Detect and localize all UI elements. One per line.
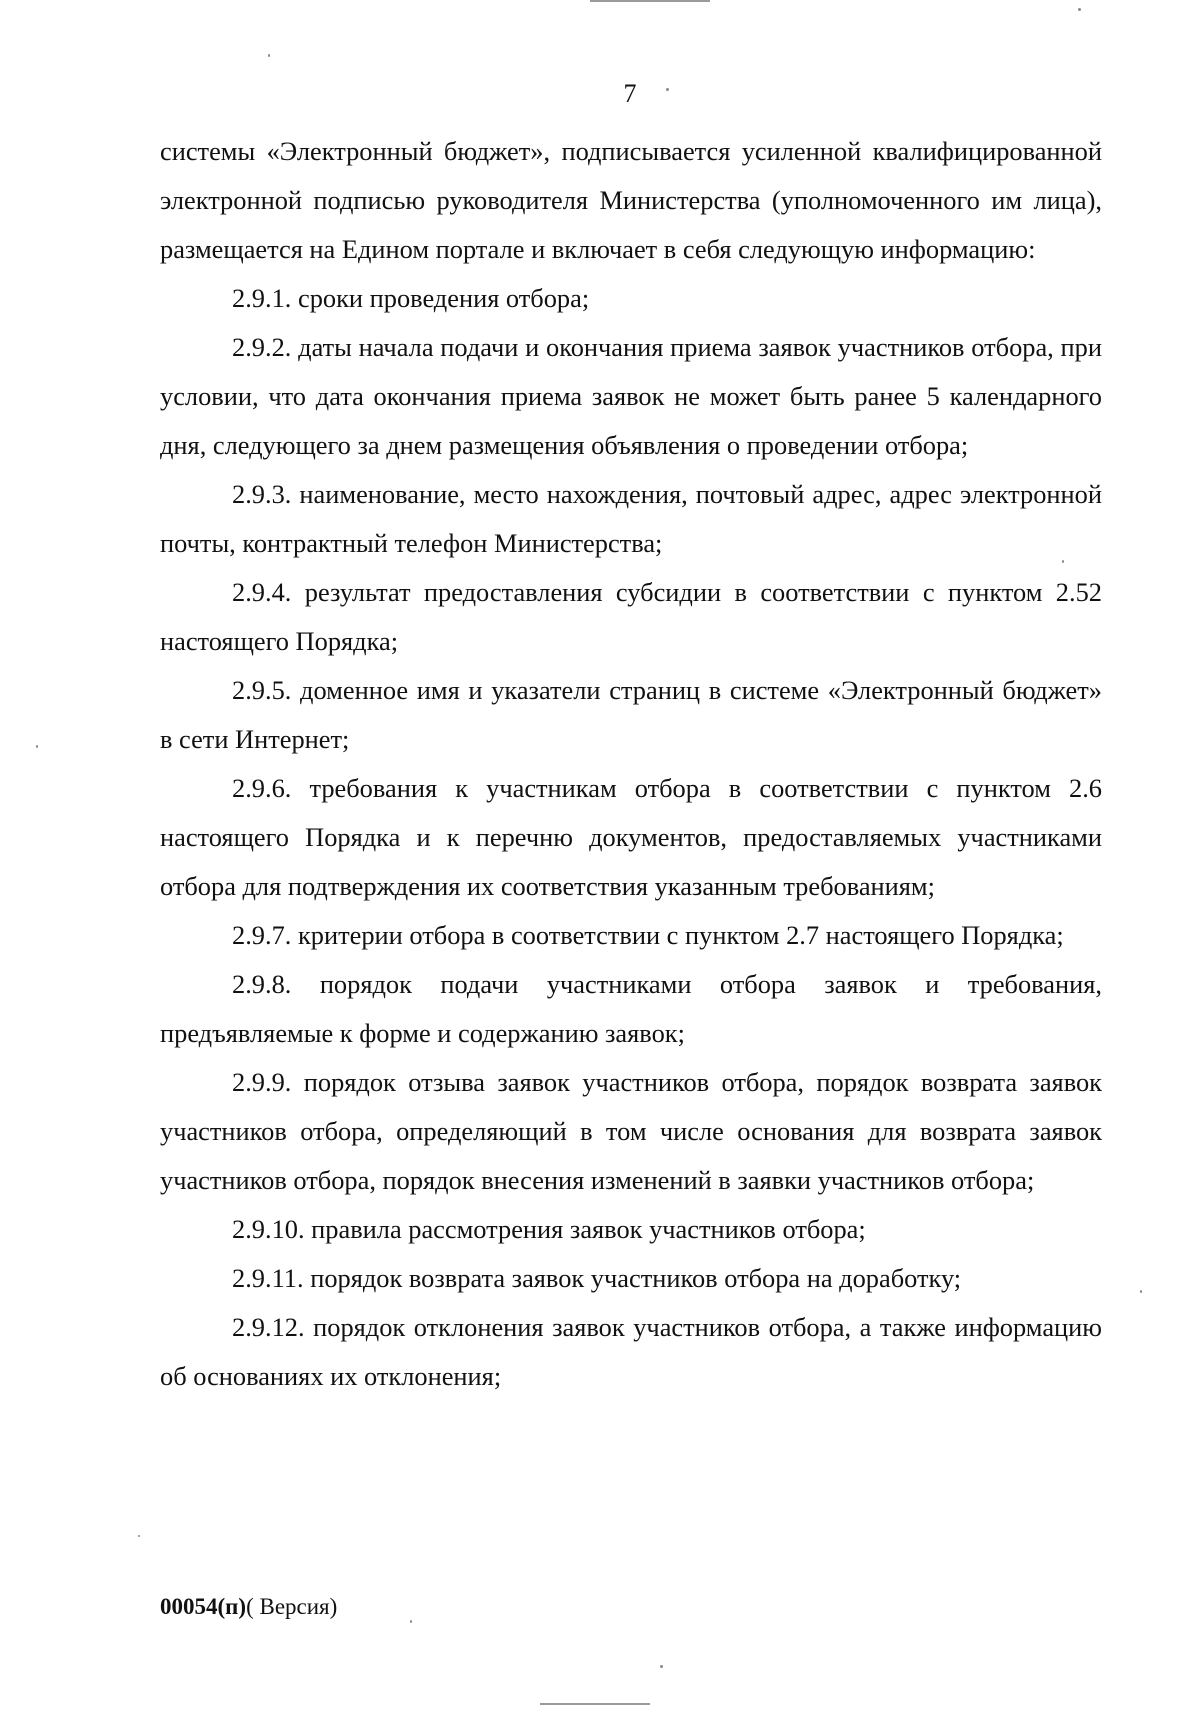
paragraph: 2.9.8. порядок подачи участниками отбора заявок и требования, предъявляемые к форме и содержанию заявок;	[160, 969, 1102, 1048]
scan-speck	[410, 1620, 412, 1623]
document-footer	[160, 1592, 337, 1622]
paragraph: 2.9.11. порядок возврата заявок участников отбора на доработку;	[232, 1263, 962, 1293]
paragraph: 2.9.5. доменное имя и указатели страниц в системе «Электронный бюджет» в сети Интернет;	[160, 675, 1102, 754]
paragraph: 2.9.12. порядок отклонения заявок участников отбора, а также информацию об основаниях их отклонения;	[160, 1312, 1102, 1391]
scan-mark-bottom	[540, 1703, 650, 1705]
scan-mark-top	[590, 0, 710, 2]
document-body	[160, 127, 1102, 1401]
paragraph: 2.9.3. наименование, место нахождения, почтовый адрес, адрес электронной почты, контрактный телефон Министерства;	[160, 479, 1102, 558]
paragraph: 2.9.7. критерии отбора в соответствии с пунктом 2.7 настоящего Порядка;	[232, 920, 1064, 950]
paragraph: 2.9.6. требования к участникам отбора в соответствии с пунктом 2.6 настоящего Порядка и к перечню документов, предоставляемых участниками отбора для подтверждения их соответствия указанным требованиям;	[160, 773, 1102, 901]
paragraph: 2.9.9. порядок отзыва заявок участников отбора, порядок возврата заявок участников отбора, определяющий в том числе основания для возврата заявок участников отбора, порядок внесения изменений в заявки участников отбора;	[160, 1067, 1102, 1195]
document-version: ( Версия)	[246, 1594, 338, 1619]
paragraph: 2.9.1. сроки проведения отбора;	[232, 283, 590, 313]
scan-speck	[268, 54, 270, 57]
paragraph: системы «Электронный бюджет», подписывается усиленной квалифицированной электронной подписью руководителя Министерства (уполномоченного им лица), размещается на Едином портале и включает в себя следующую информацию:	[160, 136, 1102, 264]
document-code: 00054(п)	[160, 1594, 247, 1619]
scan-speck	[36, 745, 38, 748]
scan-speck	[138, 1535, 140, 1537]
paragraph: 2.9.10. правила рассмотрения заявок участников отбора;	[232, 1214, 866, 1244]
paragraph: 2.9.2. даты начала подачи и окончания приема заявок участников отбора, при условии, что дата окончания приема заявок не может быть ранее 5 календарного дня, следующего за днем размещения объявления о проведении отбора;	[160, 332, 1102, 460]
paragraph: 2.9.4. результат предоставления субсидии в соответствии с пунктом 2.52 настоящего Порядка;	[160, 577, 1102, 656]
scan-speck	[660, 1665, 663, 1668]
page-number: 7	[623, 79, 637, 108]
scan-speck	[1078, 8, 1081, 11]
scan-speck	[1140, 1290, 1142, 1293]
